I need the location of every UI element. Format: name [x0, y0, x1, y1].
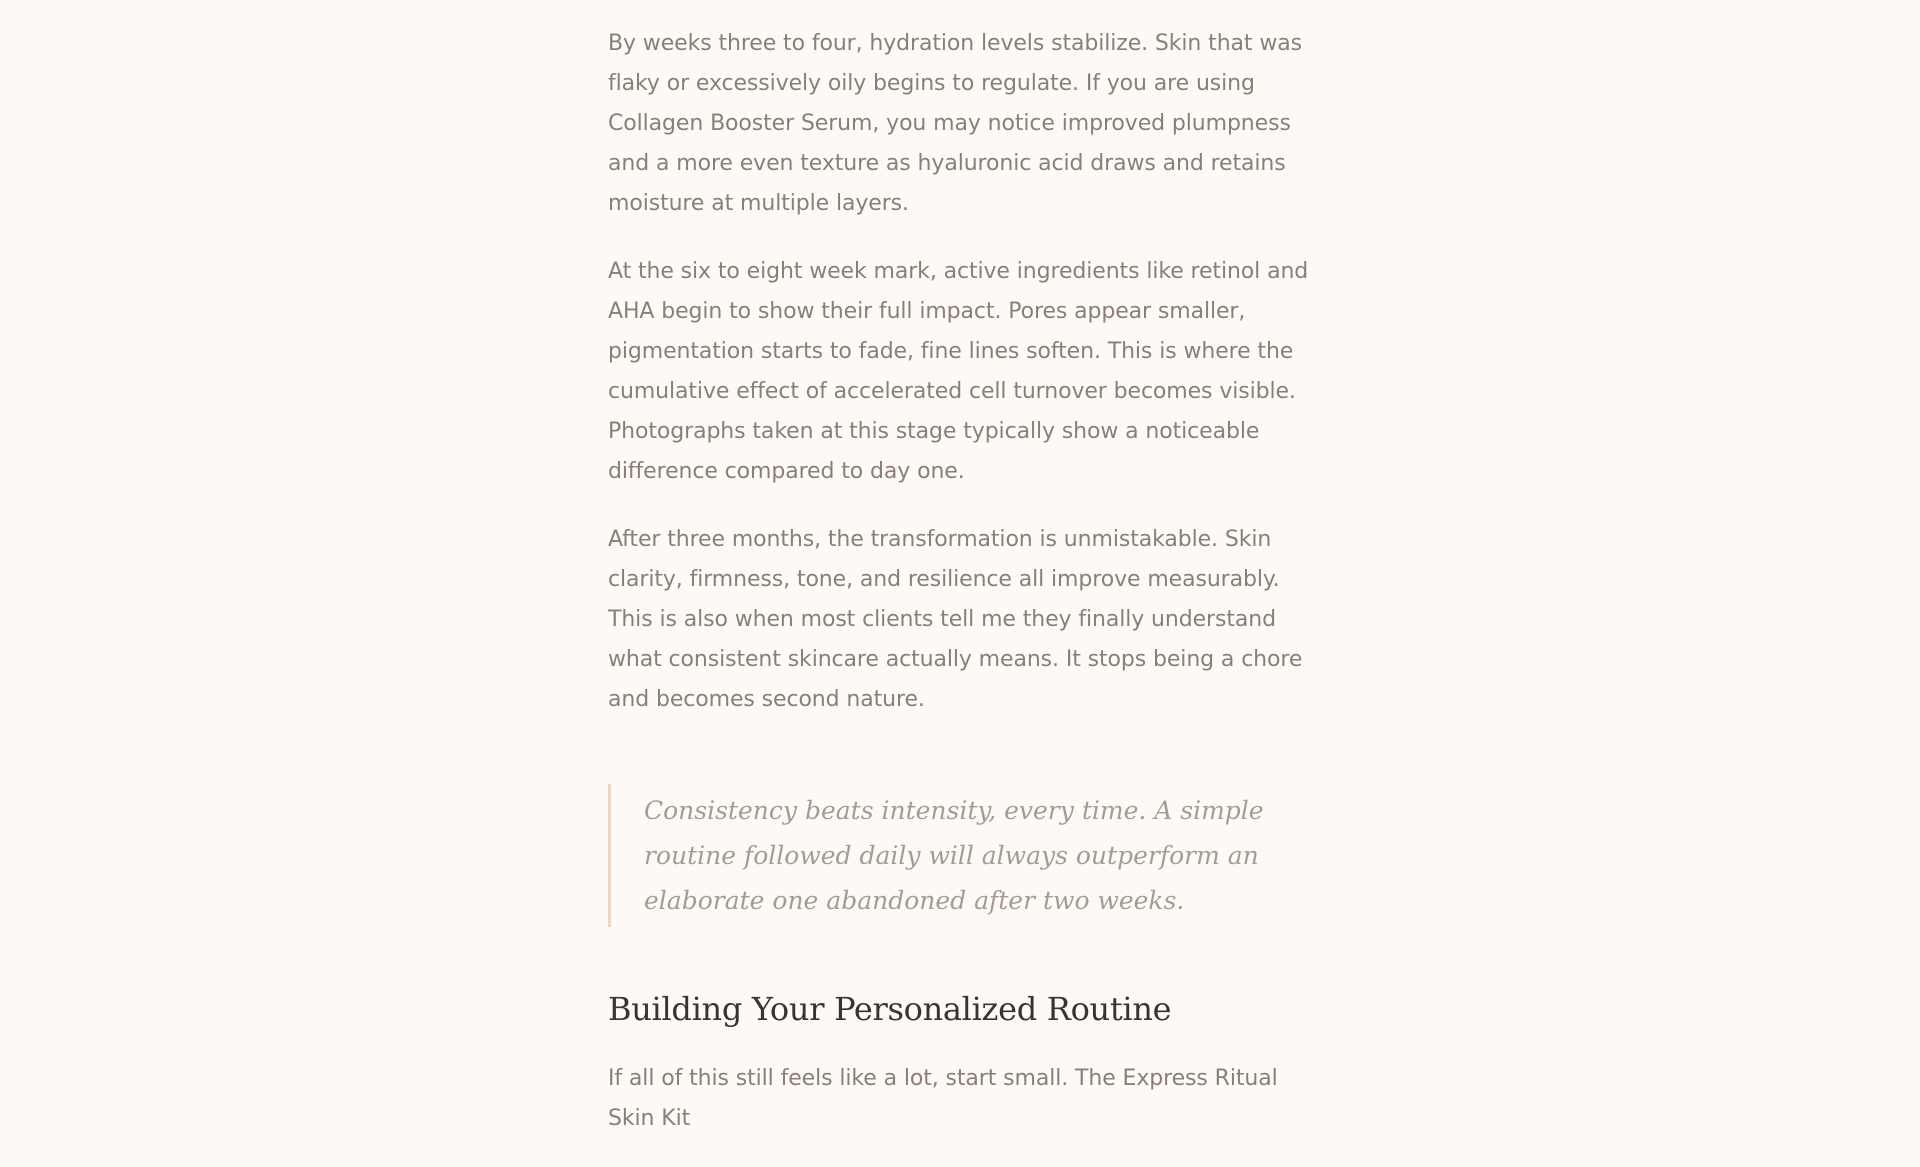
section-heading: Building Your Personalized Routine: [608, 990, 1172, 1028]
paragraph-six-eight-weeks: At the six to eight week mark, active ingredients like retinol and AHA begin to show their full impact. Pores appear smaller, pigmentation starts to fade, fine lines soften. This is where the cumulative effect of accelerated cell turnover becomes visible. Photographs taken at this stage typically show a noticeable difference compared to day one.: [608, 259, 1309, 484]
paragraph-three-months: After three months, the transformation is unmistakable. Skin clarity, firmness, tone, and resilience all improve measurably. This is also when most clients tell me they finally understand what consistent skincare actually means. It stops being a chore and becomes second nature.: [608, 527, 1303, 712]
paragraph-weeks-three-four: By weeks three to four, hydration levels stabilize. Skin that was flaky or excessively oily begins to regulate. If you are using Collagen Booster Serum, you may notice improved plumpness and a more even texture as hyaluronic acid draws and retains moisture at multiple layers.: [608, 31, 1302, 216]
pull-quote: Consistency beats intensity, every time. A simple routine followed daily will always outperform an elaborate one abandoned after two weeks.: [608, 784, 1284, 927]
paragraph-next: If all of this still feels like a lot, start small. The Express Ritual Skin Kit: [608, 1066, 1278, 1131]
article-body: [608, 0, 1318, 1167]
